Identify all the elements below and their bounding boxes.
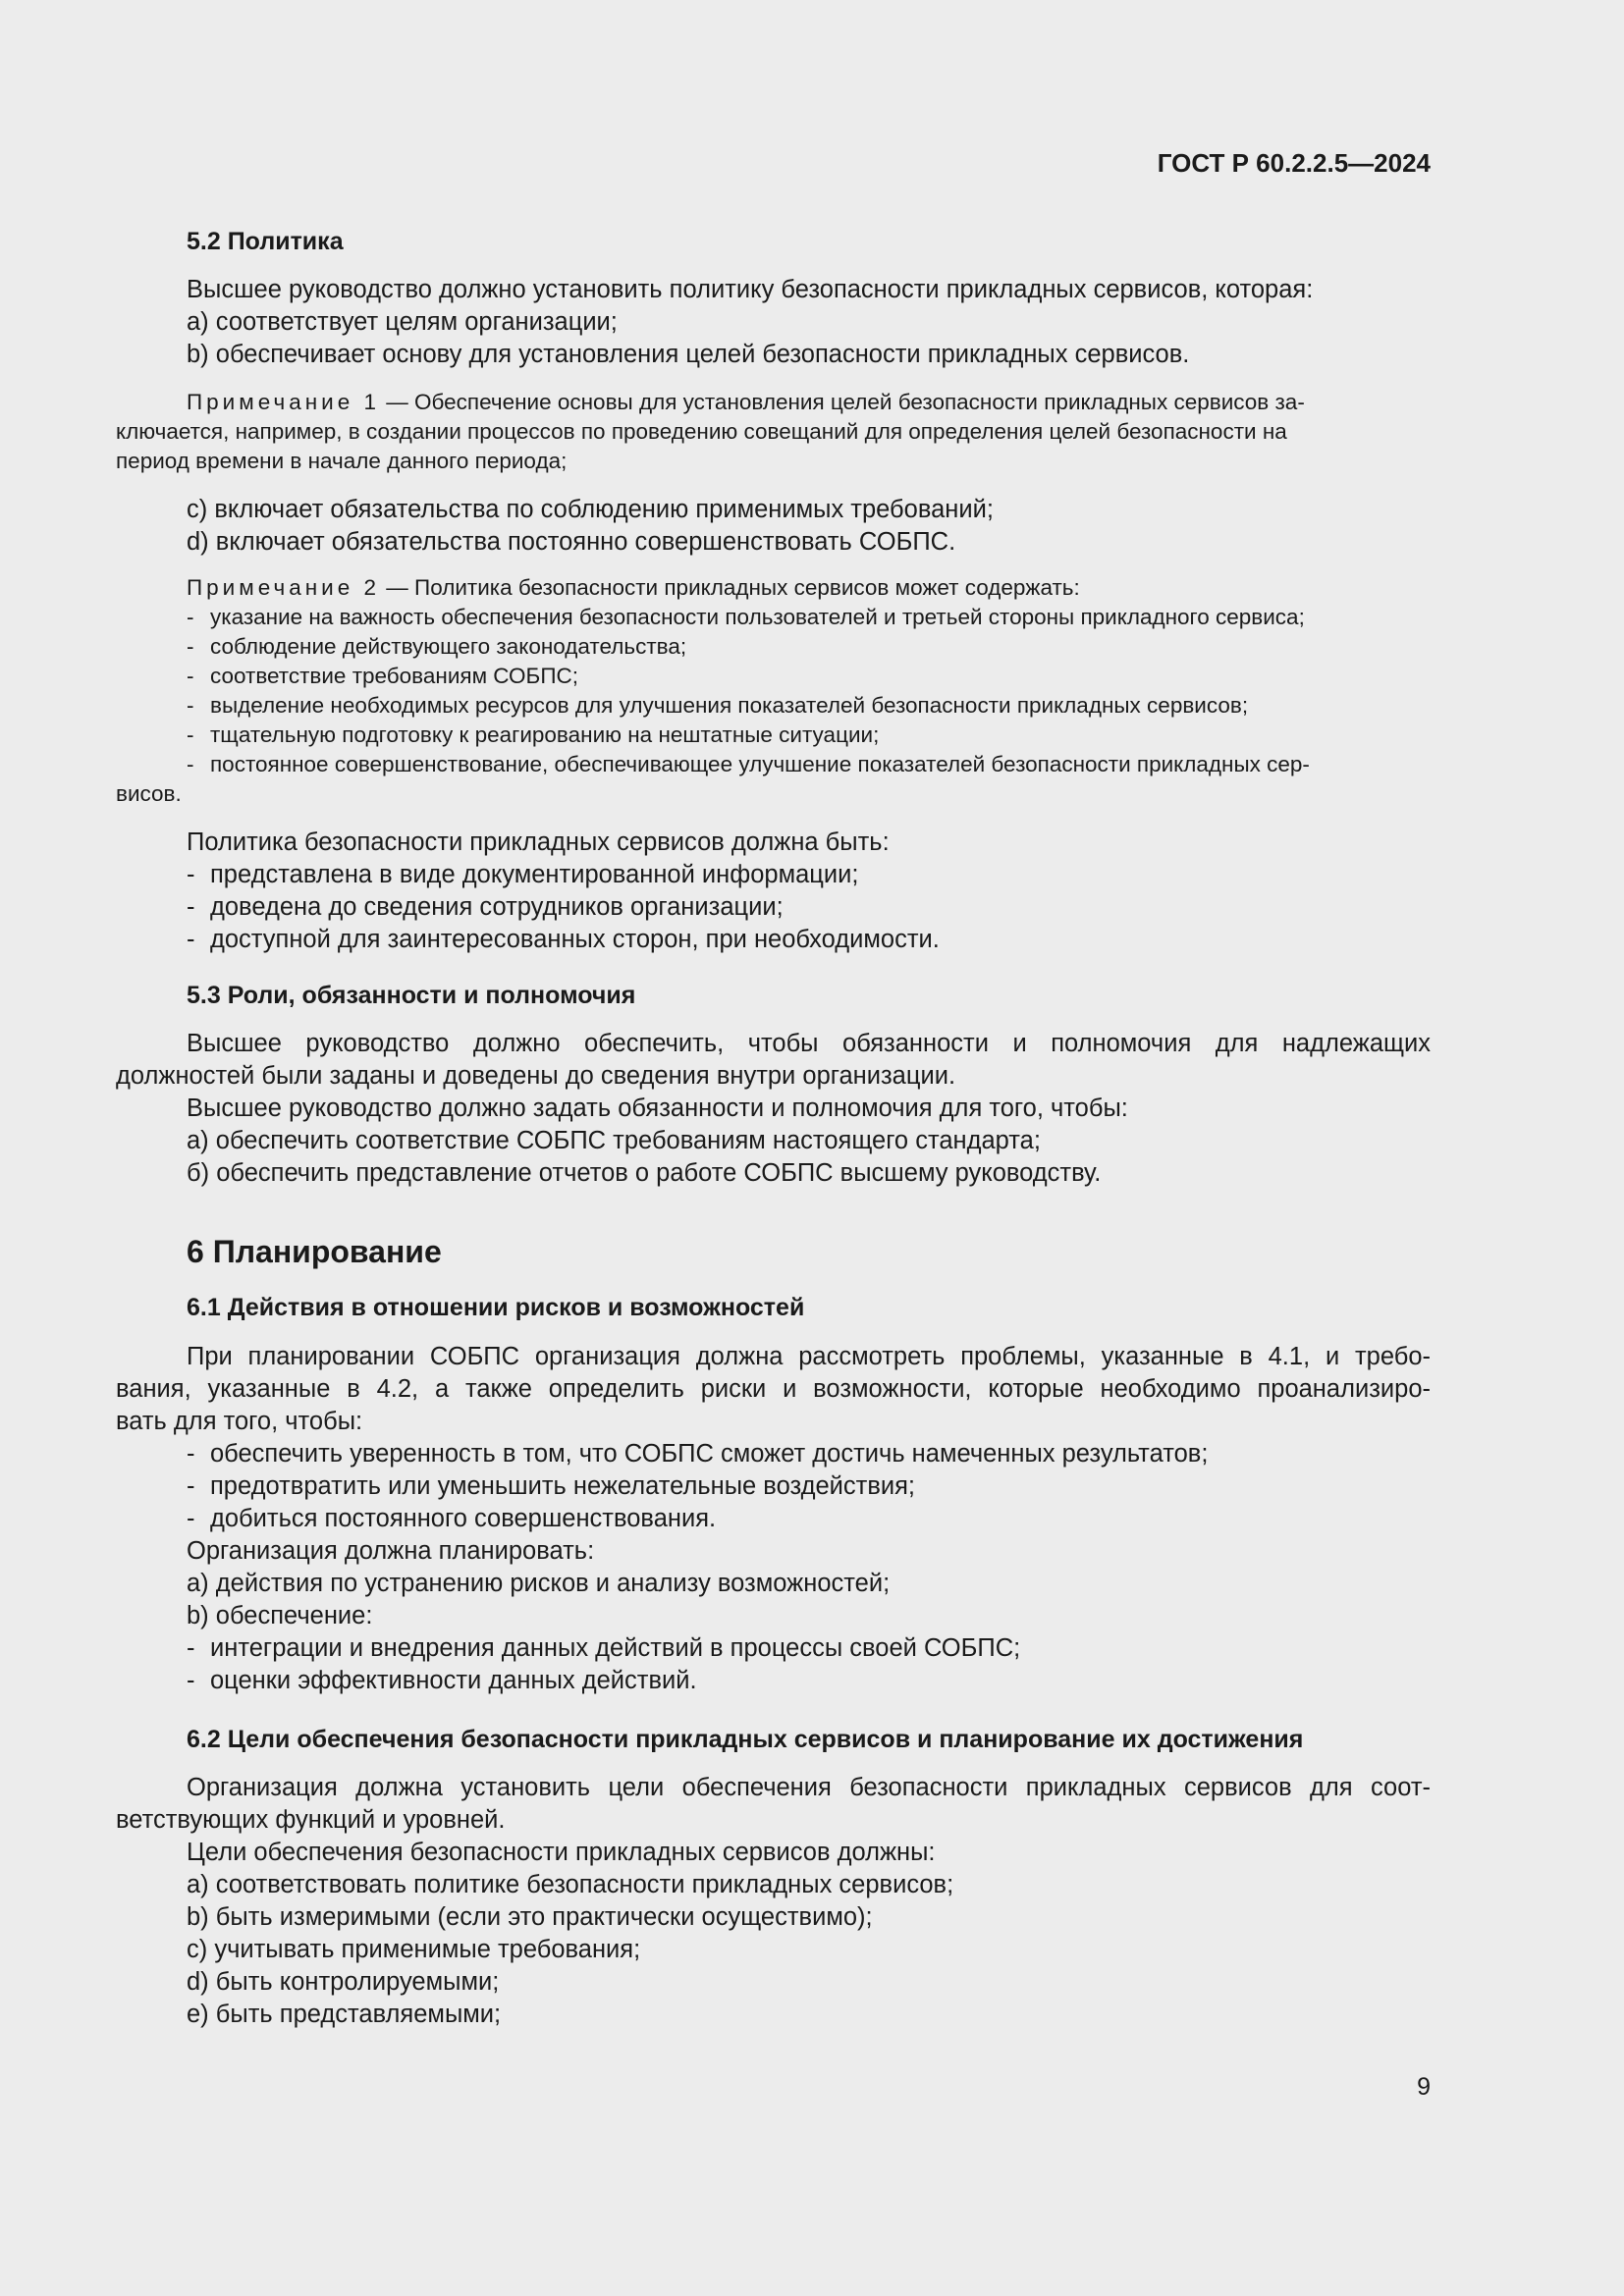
section-5-3-title: 5.3 Роли, обязанности и полномочия <box>187 982 636 1009</box>
s61-list-item: - оценки эффективности данных действий. <box>187 1667 697 1694</box>
policy-intro: Политика безопасности прикладных сервисов должна быть: <box>187 828 890 856</box>
note-2-item: - выделение необходимых ресурсов для улучшения показателей безопасности прикладных сервисов; <box>187 693 1249 718</box>
s62-p1-line-1: Организация должна установить цели обеспечения безопасности прикладных сервисов для соот- <box>187 1774 1431 1801</box>
list-marker: c) <box>187 1936 208 1963</box>
s61-list-item: - обеспечить уверенность в том, что СОБПС сможет достичь намеченных результатов; <box>187 1440 1209 1468</box>
list-marker: b) <box>187 1602 209 1629</box>
s61-list-item: - добиться постоянного совершенствования. <box>187 1505 717 1532</box>
list-marker: b) <box>187 1903 209 1931</box>
list-marker: б) <box>187 1159 210 1187</box>
s61-item-a: a) действия по устранению рисков и анализу возможностей; <box>187 1570 891 1597</box>
list-marker: c) <box>187 496 208 523</box>
s52-item-a: a) соответствует целям организации; <box>187 308 618 336</box>
s53-p2: Высшее руководство должно задать обязанности и полномочия для того, чтобы: <box>187 1095 1128 1122</box>
note-2-tail: висов. <box>116 781 182 806</box>
list-marker: d) <box>187 528 209 556</box>
policy-item: - представлена в виде документированной информации; <box>187 861 859 888</box>
note-label: Примечание 1 <box>187 390 380 414</box>
s52-intro: Высшее руководство должно установить политику безопасности прикладных сервисов, которая: <box>187 276 1314 303</box>
note-2-item: - постоянное совершенствование, обеспечивающее улучшение показателей безопасности прикладных сер- <box>187 752 1310 776</box>
note-2-item: - соблюдение действующего законодательства; <box>187 634 687 659</box>
s62-item: a) соответствовать политике безопасности прикладных сервисов; <box>187 1871 954 1898</box>
note-2-item: - указание на важность обеспечения безопасности пользователей и третьей стороны прикладного сервиса; <box>187 605 1305 629</box>
s52-item-c: c) включает обязательства по соблюдению применимых требований; <box>187 496 994 523</box>
policy-item: - доведена до сведения сотрудников организации; <box>187 893 784 921</box>
document-code: ГОСТ Р 60.2.2.5—2024 <box>1157 148 1431 178</box>
note-2: Примечание 2 — Политика безопасности прикладных сервисов может содержать: <box>187 575 1080 600</box>
section-6-title: 6 Планирование <box>187 1234 442 1269</box>
policy-item: - доступной для заинтересованных сторон, при необходимости. <box>187 926 940 953</box>
section-6-2-title: 6.2 Цели обеспечения безопасности прикладных сервисов и планирование их достижения <box>187 1726 1304 1753</box>
s62-item: d) быть контролируемыми; <box>187 1968 500 1996</box>
s62-item: e) быть представляемыми; <box>187 2001 502 2028</box>
list-marker: d) <box>187 1968 209 1996</box>
list-marker: a) <box>187 308 209 336</box>
s62-p2: Цели обеспечения безопасности прикладных сервисов должны: <box>187 1839 936 1866</box>
s61-p1-line-1: При планировании СОБПС организация должна рассмотреть проблемы, указанные в 4.1, и требо- <box>187 1343 1431 1370</box>
s52-item-d: d) включает обязательства постоянно совершенствовать СОБПС. <box>187 528 956 556</box>
s53-p1-line-1: Высшее руководство должно обеспечить, чтобы обязанности и полномочия для надлежащих <box>187 1030 1431 1057</box>
s61-item-b: b) обеспечение: <box>187 1602 373 1629</box>
s62-item: b) быть измеримыми (если это практически осуществимо); <box>187 1903 873 1931</box>
note-2-item: - соответствие требованиям СОБПС; <box>187 664 578 688</box>
section-5-2-title: 5.2 Политика <box>187 228 344 255</box>
s52-item-b: b) обеспечивает основу для установления целей безопасности прикладных сервисов. <box>187 341 1190 368</box>
note-label: Примечание 2 <box>187 575 380 600</box>
page-number: 9 <box>1417 2073 1431 2101</box>
note-1: Примечание 1 — Обеспечение основы для установления целей безопасности прикладных сервисов за- <box>187 390 1305 414</box>
s61-p2: Организация должна планировать: <box>187 1537 595 1565</box>
note-1-line-3: период времени в начале данного периода; <box>116 449 568 473</box>
section-6-1-title: 6.1 Действия в отношении рисков и возможностей <box>187 1294 805 1321</box>
s61-p1-line-2: вания, указанные в 4.2, а также определить риски и возможности, которые необходимо проанализиро- <box>116 1375 1431 1403</box>
s61-p1-line-3: вать для того, чтобы: <box>116 1408 363 1435</box>
list-marker: a) <box>187 1871 209 1898</box>
list-marker: a) <box>187 1570 209 1597</box>
s61-list-item: - интеграции и внедрения данных действий в процессы своей СОБПС; <box>187 1634 1021 1662</box>
s53-item-b: б) обеспечить представление отчетов о работе СОБПС высшему руководству. <box>187 1159 1102 1187</box>
s61-list-item: - предотвратить или уменьшить нежелательные воздействия; <box>187 1472 916 1500</box>
list-marker: e) <box>187 2001 209 2028</box>
s53-item-a: а) обеспечить соответствие СОБПС требованиям настоящего стандарта; <box>187 1127 1041 1154</box>
s53-p1-line-2: должностей были заданы и доведены до сведения внутри организации. <box>116 1062 956 1090</box>
s62-item: c) учитывать применимые требования; <box>187 1936 641 1963</box>
list-marker: а) <box>187 1127 209 1154</box>
note-2-item: - тщательную подготовку к реагированию на нештатные ситуации; <box>187 722 880 747</box>
s62-p1-line-2: ветствующих функций и уровней. <box>116 1806 506 1834</box>
note-1-line-2: ключается, например, в создании процессов по проведению совещаний для определения целей безопасности на <box>116 419 1287 444</box>
list-marker: b) <box>187 341 209 368</box>
